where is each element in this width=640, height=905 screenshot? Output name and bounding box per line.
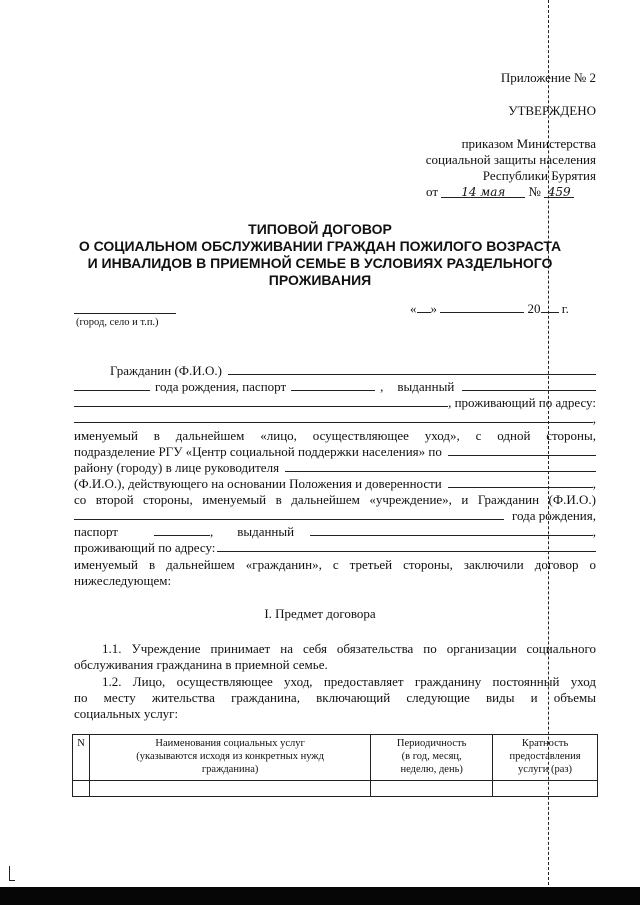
quote-open: « (410, 301, 417, 316)
title-line-3: И ИНВАЛИДОВ В ПРИЕМНОЙ СЕМЬЕ В УСЛОВИЯХ РАЗДЕЛЬНОГО (87, 255, 553, 271)
comma: , (209, 524, 214, 539)
col-period-line2: (в год, месяц, (401, 751, 462, 762)
col-service-line2: (указываются исходя из конкретных нужд (136, 751, 324, 762)
para1-line3 (74, 459, 596, 476)
col-service-header (89, 735, 370, 781)
address2-field (217, 539, 596, 552)
birth-year2-label: года рождения, (512, 508, 596, 523)
para2-line1: именуемый в дальнейшем «гражданин», с третьей стороны, заключили договор о (74, 557, 596, 572)
address-line (74, 410, 596, 427)
passport-label: паспорт (74, 524, 118, 539)
issued2-label: выданный (237, 524, 295, 539)
number-prefix: № (528, 184, 541, 199)
comma: , (592, 524, 596, 539)
para1-line3-text: району (городу) в лице руководителя (74, 460, 280, 475)
handwritten-number: 459 (544, 185, 574, 198)
para1-line5: со второй стороны, именуемый в дальнейшем «учреждение», и Гражданин (Ф.И.О.) (74, 492, 596, 507)
clause-1-1-line2: обслуживания гражданина в приемной семье. (74, 657, 328, 672)
handwritten-date: 14 мая (441, 185, 525, 198)
issued2-field (310, 523, 593, 536)
table-row (73, 781, 598, 797)
order-line-3: Республики Бурятия (482, 168, 596, 183)
col-number-header: N (73, 735, 90, 781)
table-cell (73, 781, 90, 797)
table-cell (371, 781, 493, 797)
day-field (417, 300, 431, 313)
issued-field (462, 378, 596, 391)
clause-1-1-line1: 1.1. Учреждение принимает на себя обязательства по организации социального (102, 641, 596, 656)
citizen2-name-field (74, 507, 504, 520)
year-prefix: 20 (527, 301, 541, 316)
col-frequency-line1: Кратность (521, 738, 569, 749)
services-table (72, 734, 598, 797)
document-title (40, 221, 600, 289)
year-field (541, 300, 559, 313)
passport-line (74, 523, 596, 540)
birth-year-field (74, 378, 150, 391)
order-line-1: приказом Министерства (461, 136, 596, 151)
col-service-line3: гражданина) (201, 764, 259, 775)
proxy-field (448, 475, 593, 488)
scan-bottom-edge (0, 887, 640, 905)
month-field (440, 300, 524, 313)
residence2-line (74, 539, 596, 556)
issued-cont-field (74, 394, 448, 407)
place-field (74, 301, 176, 314)
birth-line (74, 378, 596, 395)
title-line-4: ПРОЖИВАНИЯ (268, 272, 372, 288)
residence-line (74, 394, 596, 411)
order-line-2: социальной защиты населения (425, 152, 596, 167)
birth-year-label: года рождения, паспорт (155, 379, 287, 394)
issued-label: выданный (397, 379, 455, 394)
quote-close: » (430, 301, 437, 316)
citizen-label: Гражданин (Ф.И.О.) (110, 363, 222, 378)
address-field (74, 410, 593, 423)
clause-1-2-line2: по месту жительства гражданина, включающий следующие виды и объемы (74, 690, 596, 705)
table-header-row (73, 735, 598, 781)
section-heading: I. Предмет договора (264, 606, 376, 621)
para1-line2-text: подразделение РГУ «Центр социальной поддержки населения» по (74, 444, 442, 459)
citizen-name-field (228, 362, 596, 375)
title-line-1: ТИПОВОЙ ДОГОВОР (248, 221, 392, 237)
year-suffix: г. (561, 301, 569, 316)
head-name-field (285, 459, 596, 472)
place-caption: (город, село и т.п.) (76, 317, 159, 328)
col-frequency-line3: услуги (раз) (518, 764, 573, 775)
residing2-label: проживающий по адресу: (74, 540, 216, 555)
para1-line4 (74, 475, 596, 492)
para2-line2: нижеследующем: (74, 573, 172, 588)
clause-1-2-line1: 1.2. Лицо, осуществляющее уход, предоставляет гражданину постоянный уход (102, 674, 596, 689)
col-period-line1: Периодичность (396, 738, 467, 749)
comma: , (592, 476, 596, 491)
table-cell (89, 781, 370, 797)
comma: , (380, 379, 384, 394)
citizen-line (110, 362, 596, 379)
para1-line4-text: (Ф.И.О.), действующего на основании Положения и доверенности (74, 476, 442, 491)
col-period-line3: неделю, день) (400, 764, 463, 775)
order-date-line (426, 184, 574, 200)
table-cell (493, 781, 598, 797)
col-period-header (371, 735, 493, 781)
appendix-label: Приложение № 2 (500, 70, 596, 85)
birth-line-2 (74, 507, 596, 524)
contract-date-line (410, 300, 569, 317)
para1-line1: именуемый в дальнейшем «лицо, осуществляющее уход», с одной стороны, (74, 428, 596, 443)
passport-field (291, 378, 375, 391)
approved-label: УТВЕРЖДЕНО (508, 103, 596, 118)
col-frequency-line2: предоставления (509, 751, 581, 762)
passport2-field (154, 523, 210, 536)
title-line-2: О СОЦИАЛЬНОМ ОБСЛУЖИВАНИИ ГРАЖДАН ПОЖИЛОГО ВОЗРАСТА (78, 238, 562, 254)
col-frequency-header (493, 735, 598, 781)
comma: , (592, 411, 596, 426)
para1-line2 (74, 443, 596, 460)
clause-1-2-line3: социальных услуг: (74, 706, 179, 721)
col-service-line1: Наименования социальных услуг (155, 738, 305, 749)
date-prefix: от (426, 184, 439, 199)
center-name-field (448, 443, 596, 456)
scan-edge-mark (9, 866, 15, 881)
residing-label: , проживающий по адресу: (448, 395, 596, 410)
